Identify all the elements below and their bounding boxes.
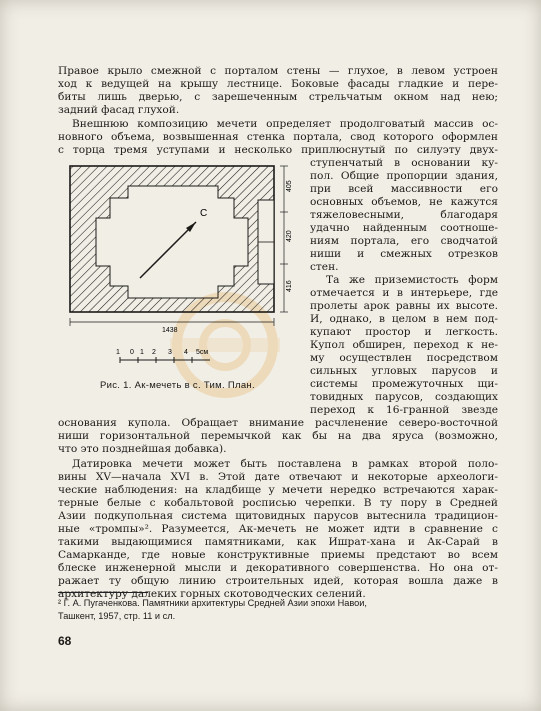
text-line: пролеты арок равны их высоте. — [310, 300, 498, 312]
scale-bar — [116, 349, 210, 363]
text-line: пол. Общие пропорции здания, — [310, 170, 498, 182]
text-line: И, однако, в целом в нем под- — [310, 313, 498, 325]
figure-caption: Рис. 1. Ак-мечеть в с. Тим. План. — [100, 380, 255, 391]
svg-text:1: 1 — [116, 349, 120, 356]
text-line: отмечается и в интерьере, где — [310, 287, 498, 299]
text-line: при всей массивности его — [310, 183, 498, 195]
text-line: ческие наблюдения: на кладбище у мечети нередко встречаются харак- — [58, 484, 498, 496]
mosque-floor-plan — [62, 160, 302, 375]
text-line: сильных угловых парусов и — [310, 365, 498, 377]
text-line: ные «тромпы»². Разумеется, Ак-мечеть не может идти в сравнение с — [58, 523, 498, 535]
text-line: Самарканде, где новые конструктивные приемы предстают во всем — [58, 549, 498, 561]
text-line: блеске инженерной мысли и декоративного совершенства. Но она от- — [58, 562, 498, 574]
footnote-line-1: ² Г. А. Пугаченкова. Памятники архитектуры Средней Азии эпохи Навои, — [58, 598, 367, 608]
text-line: Та же приземистость форм — [326, 274, 498, 286]
text-line: удачно найденным соотноше- — [310, 222, 498, 234]
text-line: Датировка мечети может быть поставлена в рамках второй поло- — [72, 458, 498, 470]
svg-text:5см: 5см — [196, 349, 209, 356]
text-line: что это позднейшая добавка). — [58, 443, 227, 455]
text-line: новного объема, возвышенная стенка портала, свод которого оформлен — [58, 131, 498, 143]
text-line: му осуществлен посредством — [310, 352, 498, 364]
page-number: 68 — [58, 634, 72, 648]
plan-walls — [70, 166, 274, 312]
svg-text:0: 0 — [130, 349, 134, 356]
text-line: ражает ту общую линию строительных идей, которая вошла даже в — [58, 575, 498, 587]
text-line: переход к 16-гранной звезде — [310, 404, 498, 416]
text-line: биты лишь дверью, с зарешеченным стрельчатым окном над нею; — [58, 91, 498, 103]
text-line: основных объемов, не кажутся — [310, 196, 498, 208]
text-line: ход к ведущей на крышу лестнице. Боковые фасады гладкие и пере- — [58, 78, 498, 90]
text-line: ниши горизонтальной перемычкой как бы на два яруса (возможно, — [58, 430, 498, 442]
text-line: ступенчатый в основании ку- — [310, 157, 498, 169]
text-line: ниям портала, его сводчатой — [310, 235, 498, 247]
svg-text:2: 2 — [152, 349, 156, 356]
dimension-top: 405 — [286, 180, 293, 192]
text-line: задний фасад глухой. — [58, 104, 180, 116]
text-line: Купол обширен, переход к не- — [310, 339, 498, 351]
text-line: такими выдающимися памятниками, как Ишрат-хана и Ак-Сарай в — [58, 536, 498, 548]
text-line: архитектуру далеких горных скотоводческих селений. — [58, 588, 366, 600]
text-line: Правое крыло смежной с порталом стены — глухое, в левом устроен — [58, 65, 498, 77]
text-line: терные белые с кобальтовой росписью черепки. В ту пору в Средней — [58, 497, 498, 509]
text-line: вины XV—начала XVI в. Этой дате отвечают и некоторые археологи- — [58, 471, 498, 483]
text-line: стен. — [310, 261, 339, 273]
text-line: с торца тремя уступами и несколько приплюснутый по силуэту двух- — [58, 144, 498, 156]
footnote-line-2: Ташкент, 1957, стр. 11 и сл. — [58, 611, 176, 621]
text-line: Внешнюю композицию мечети определяет продолговатый массив ос- — [72, 118, 498, 130]
text-line: основания купола. Обращает внимание расчленение северо-восточной — [58, 417, 498, 429]
north-label: С — [200, 208, 208, 219]
svg-text:3: 3 — [168, 349, 172, 356]
text-line: купают простор и легкость. — [310, 326, 498, 338]
svg-text:4: 4 — [184, 349, 188, 356]
text-line: ниши и смежных отрезков — [310, 248, 498, 260]
text-line: Азии подкупольная система щитовидных парусов вытеснила традицион- — [58, 510, 498, 522]
dimension-bottom: 416 — [286, 280, 293, 292]
footnote-rule — [58, 592, 148, 593]
text-line: товидных парусов, создающих — [310, 391, 498, 403]
text-line: тяжеловесными, благодаря — [310, 209, 498, 221]
text-line: системы промежуточных щи- — [310, 378, 498, 390]
dimension-middle: 420 — [286, 230, 293, 242]
north-arrow — [140, 222, 196, 278]
svg-text:1: 1 — [140, 349, 144, 356]
dimension-width: 1438 — [162, 327, 178, 334]
